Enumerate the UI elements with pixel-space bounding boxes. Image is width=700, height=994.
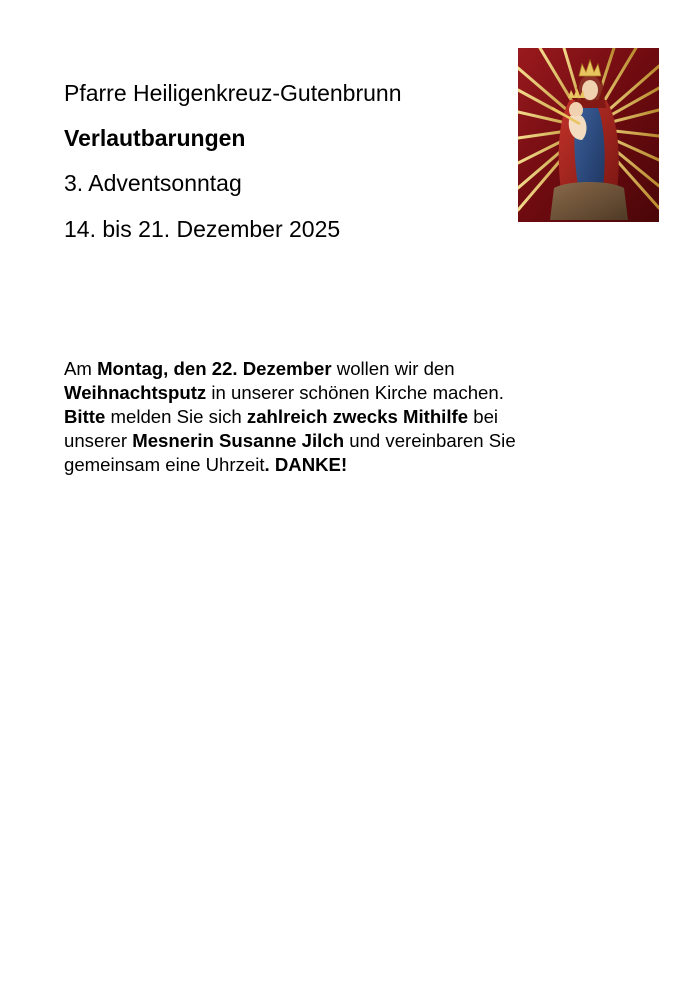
madonna-statue-icon xyxy=(518,48,659,222)
announcement xyxy=(64,357,624,477)
date-range: 14. bis 21. Dezember 2025 xyxy=(64,216,341,242)
liturgical-day: 3. Adventsonntag xyxy=(64,170,242,196)
text-run: und vereinbaren Sie xyxy=(344,430,516,451)
header xyxy=(64,80,494,242)
announcement-line xyxy=(64,381,624,405)
bold-text-run: Bitte xyxy=(64,406,106,427)
text-run: Am xyxy=(64,358,98,379)
text-run: unserer xyxy=(64,430,133,451)
bold-text-run: Mesnerin Susanne Jilch xyxy=(132,430,345,451)
bold-text-run: . DANKE! xyxy=(264,454,348,475)
text-run: bei xyxy=(468,406,499,427)
announcement-line xyxy=(64,453,624,477)
bold-text-run: zahlreich zwecks Mithilfe xyxy=(246,406,469,427)
announcement-line xyxy=(64,429,624,453)
text-run: in unserer schönen Kirche machen. xyxy=(206,382,504,403)
madonna-image xyxy=(518,48,659,222)
announcement-line xyxy=(64,357,624,381)
text-run: melden Sie sich xyxy=(105,406,247,427)
parish-name: Pfarre Heiligenkreuz-Gutenbrunn xyxy=(64,80,402,106)
bold-text-run: Montag, den 22. Dezember xyxy=(97,358,332,379)
text-run: wollen wir den xyxy=(331,358,455,379)
text-run: gemeinsam eine Uhrzeit xyxy=(64,454,265,475)
page-heading: Verlautbarungen xyxy=(64,125,246,151)
announcement-paragraph xyxy=(64,357,624,477)
announcement-line xyxy=(64,405,624,429)
bold-text-run: Weihnachtsputz xyxy=(64,382,207,403)
